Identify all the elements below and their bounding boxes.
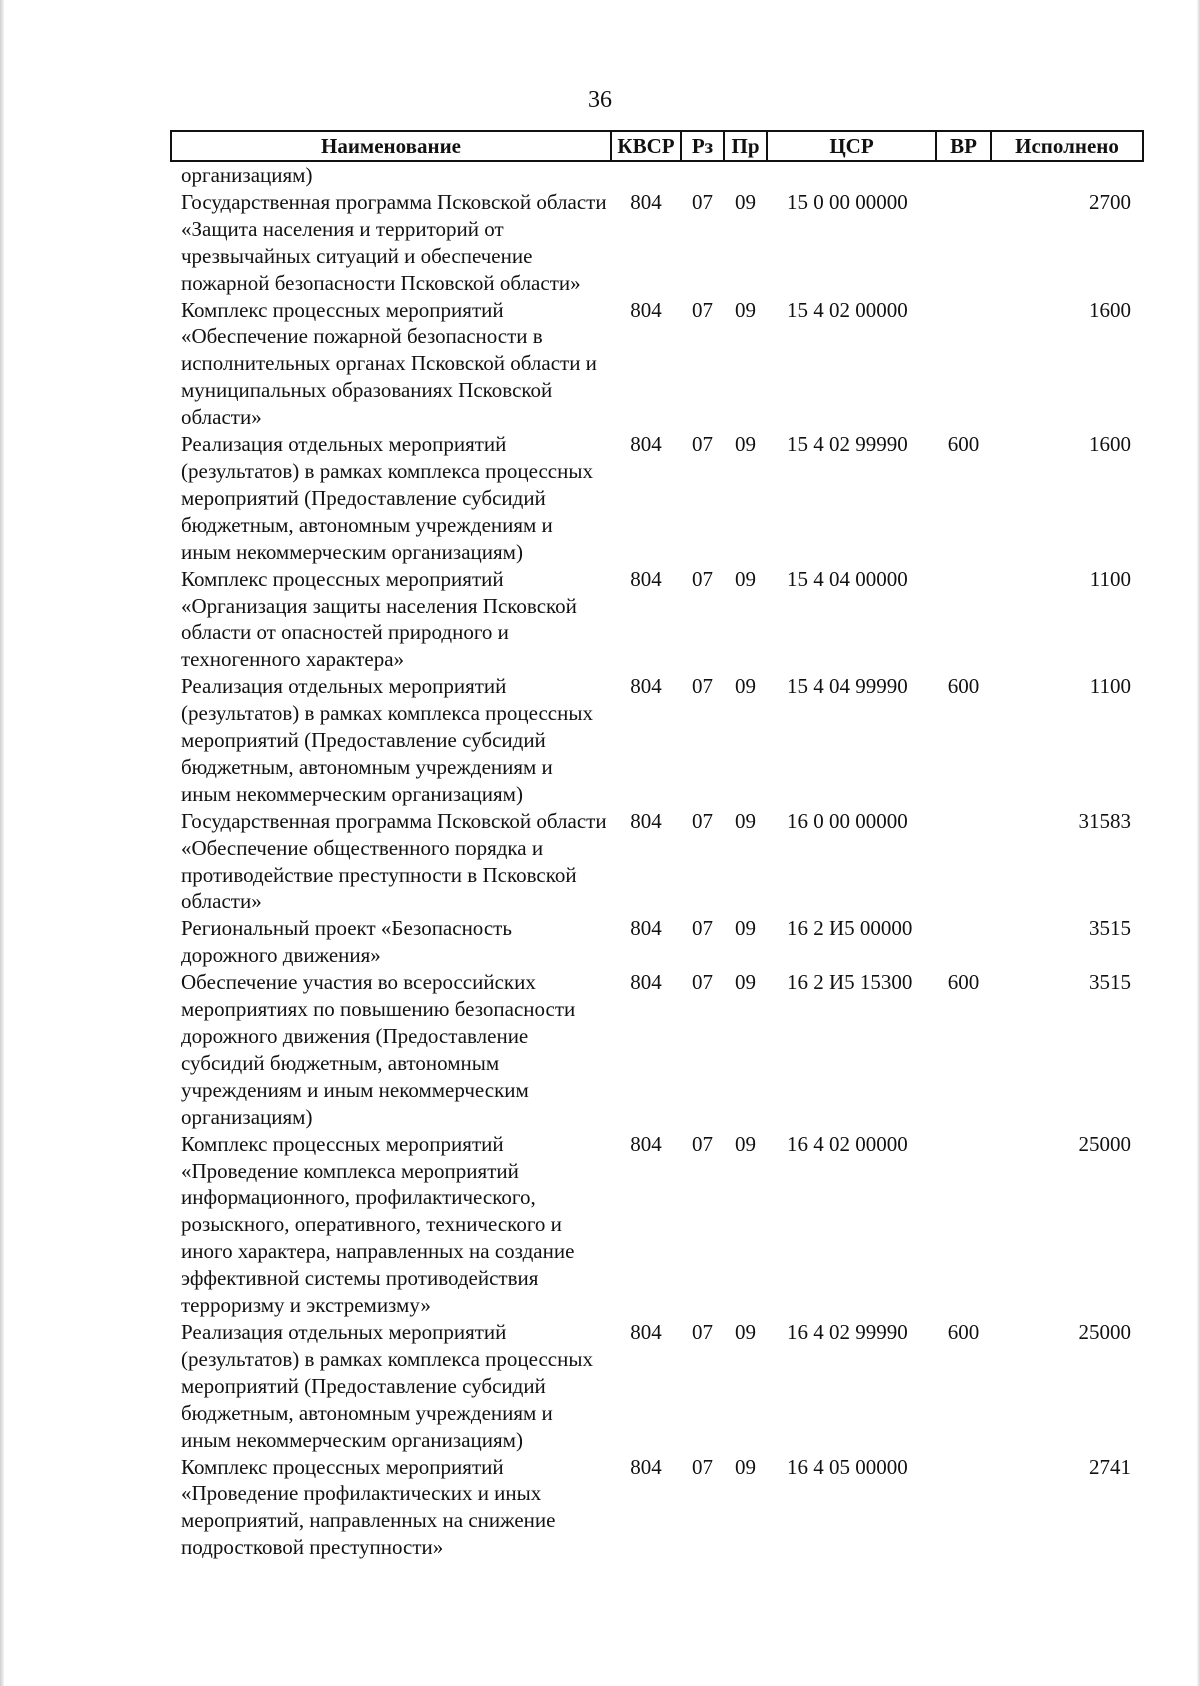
cell-vr bbox=[936, 1131, 991, 1319]
table-row bbox=[171, 1319, 1143, 1454]
cell-done: 3515 bbox=[1089, 970, 1131, 995]
cell-name: Комплекс процессных мероприятий «Проведение комплекса мероприятий информационного, профилактического, розыскного, оперативного, технического и иного характера, направленных на создание эффективной системы противодействия терроризму и экстремизму» bbox=[181, 1131, 575, 1318]
cell-done: 2700 bbox=[1089, 189, 1131, 214]
header-kvsr: КВСР bbox=[611, 131, 681, 161]
cell-vr bbox=[936, 808, 991, 916]
cell-csr: 16 4 02 00000 bbox=[787, 1131, 908, 1156]
cell-kvsr: 804 bbox=[630, 1131, 662, 1156]
header-pr: Пр bbox=[724, 131, 767, 161]
cell-pr: 09 bbox=[735, 432, 756, 457]
cell-kvsr: 804 bbox=[630, 566, 662, 591]
cell-kvsr: 804 bbox=[630, 1319, 662, 1344]
cell-pr: 09 bbox=[735, 916, 756, 941]
cell-csr: 16 2 И5 15300 bbox=[787, 970, 913, 995]
cell-csr: 15 0 00 00000 bbox=[787, 189, 908, 214]
cell-kvsr: 804 bbox=[630, 432, 662, 457]
continuation-text: организациям) bbox=[181, 163, 313, 187]
budget-table bbox=[170, 130, 1144, 1561]
cell-vr bbox=[936, 189, 991, 297]
cell-done: 25000 bbox=[1078, 1319, 1131, 1344]
cell-done: 2741 bbox=[1089, 1454, 1131, 1479]
header-csr: ЦСР bbox=[767, 131, 936, 161]
cell-vr bbox=[936, 1454, 991, 1562]
cell-kvsr: 804 bbox=[630, 189, 662, 214]
cell-vr bbox=[936, 915, 991, 969]
table-row bbox=[171, 673, 1143, 808]
cell-csr: 16 0 00 00000 bbox=[787, 808, 908, 833]
cell-done: 1100 bbox=[1089, 674, 1131, 699]
cell-name: Региональный проект «Безопасность дорожного движения» bbox=[181, 916, 512, 968]
cell-csr: 15 4 02 00000 bbox=[787, 297, 908, 322]
cell-name: Реализация отдельных мероприятий (результатов) в рамках комплекса процессных мероприятий (Предоставление субсидий бюджетным, автономным учреждениям и иным некоммерческим организациям) bbox=[181, 674, 593, 806]
cell-rz: 07 bbox=[692, 297, 713, 322]
cell-done: 1600 bbox=[1089, 432, 1131, 457]
cell-pr: 09 bbox=[735, 674, 756, 699]
table-row bbox=[171, 431, 1143, 566]
cell-kvsr: 804 bbox=[630, 674, 662, 699]
cell-vr: 600 bbox=[947, 674, 980, 699]
cell-name: Комплекс процессных мероприятий «Проведение профилактических и иных мероприятий, направленных на снижение подростковой преступности» bbox=[181, 1454, 556, 1560]
cell-done: 3515 bbox=[1089, 916, 1131, 941]
cell-csr: 16 2 И5 00000 bbox=[787, 916, 913, 941]
cell-pr: 09 bbox=[735, 566, 756, 591]
cell-rz: 07 bbox=[692, 432, 713, 457]
cell-name: Комплекс процессных мероприятий «Обеспечение пожарной безопасности в исполнительных органах Псковской области и муниципальных образованиях Псковской области» bbox=[181, 297, 597, 430]
cell-kvsr: 804 bbox=[630, 297, 662, 322]
table-row bbox=[171, 808, 1143, 916]
cell-rz: 07 bbox=[692, 1131, 713, 1156]
cell-vr: 600 bbox=[947, 970, 980, 995]
cell-rz: 07 bbox=[692, 916, 713, 941]
cell-csr: 15 4 04 00000 bbox=[787, 566, 908, 591]
cell-rz: 07 bbox=[692, 189, 713, 214]
cell-kvsr: 804 bbox=[630, 970, 662, 995]
cell-name: Реализация отдельных мероприятий (результатов) в рамках комплекса процессных мероприятий (Предоставление субсидий бюджетным, автономным учреждениям и иным некоммерческим организациям) bbox=[181, 1319, 593, 1452]
table-row bbox=[171, 566, 1143, 674]
cell-kvsr: 804 bbox=[630, 916, 662, 941]
cell-done: 25000 bbox=[1078, 1131, 1131, 1156]
cell-name: Государственная программа Псковской области «Обеспечение общественного порядка и противодействие преступности в Псковской области» bbox=[181, 808, 607, 914]
table-row bbox=[171, 915, 1143, 969]
cell-kvsr: 804 bbox=[630, 1454, 662, 1479]
cell-pr: 09 bbox=[735, 970, 756, 995]
cell-pr: 09 bbox=[735, 1454, 756, 1479]
cell-rz: 07 bbox=[692, 970, 713, 995]
cell-rz: 07 bbox=[692, 1319, 713, 1344]
cell-name: Реализация отдельных мероприятий (результатов) в рамках комплекса процессных мероприятий (Предоставление субсидий бюджетным, автономным учреждениям и иным некоммерческим организациям) bbox=[181, 432, 593, 564]
cell-pr: 09 bbox=[735, 1131, 756, 1156]
cell-vr bbox=[936, 297, 991, 432]
cell-csr: 16 4 05 00000 bbox=[787, 1454, 908, 1479]
cell-name: Государственная программа Псковской области «Защита населения и территорий от чрезвычайных ситуаций и обеспечение пожарной безопасности Псковской области» bbox=[181, 189, 607, 295]
cell-pr: 09 bbox=[735, 808, 756, 833]
header-rz: Рз bbox=[681, 131, 724, 161]
header-row bbox=[171, 131, 1143, 161]
cell-pr: 09 bbox=[735, 189, 756, 214]
cell-kvsr: 804 bbox=[630, 808, 662, 833]
cell-csr: 15 4 04 99990 bbox=[787, 674, 908, 699]
cell-pr: 09 bbox=[735, 297, 756, 322]
header-done: Исполнено bbox=[991, 131, 1143, 161]
cell-done: 31583 bbox=[1078, 808, 1131, 833]
cell-rz: 07 bbox=[692, 1454, 713, 1479]
cell-rz: 07 bbox=[692, 674, 713, 699]
cell-done: 1600 bbox=[1089, 297, 1131, 322]
cell-csr: 16 4 02 99990 bbox=[787, 1319, 908, 1344]
table-row bbox=[171, 1131, 1143, 1319]
table-body bbox=[171, 161, 1143, 1561]
cell-rz: 07 bbox=[692, 808, 713, 833]
scan-edge-left bbox=[0, 0, 4, 1686]
cell-csr: 15 4 02 99990 bbox=[787, 432, 908, 457]
cell-vr bbox=[936, 566, 991, 674]
cell-rz: 07 bbox=[692, 566, 713, 591]
header-name: Наименование bbox=[171, 131, 611, 161]
table-header bbox=[171, 131, 1143, 161]
table-row bbox=[171, 189, 1143, 297]
continuation-row bbox=[171, 161, 1143, 189]
page-number: 36 bbox=[588, 87, 612, 113]
cell-vr: 600 bbox=[947, 432, 980, 457]
table-row bbox=[171, 969, 1143, 1130]
cell-name: Обеспечение участия во всероссийских мероприятиях по повышению безопасности дорожного движения (Предоставление субсидий бюджетным, автономным учреждениям и иным некоммерческим организациям) bbox=[181, 970, 576, 1129]
table-row bbox=[171, 1454, 1143, 1562]
header-vr: ВР bbox=[936, 131, 991, 161]
cell-vr: 600 bbox=[947, 1319, 980, 1344]
cell-pr: 09 bbox=[735, 1319, 756, 1344]
table-row bbox=[171, 297, 1143, 432]
cell-done: 1100 bbox=[1089, 566, 1131, 591]
cell-name: Комплекс процессных мероприятий «Организация защиты населения Псковской области от опасностей природного и техногенного характера» bbox=[181, 566, 577, 672]
